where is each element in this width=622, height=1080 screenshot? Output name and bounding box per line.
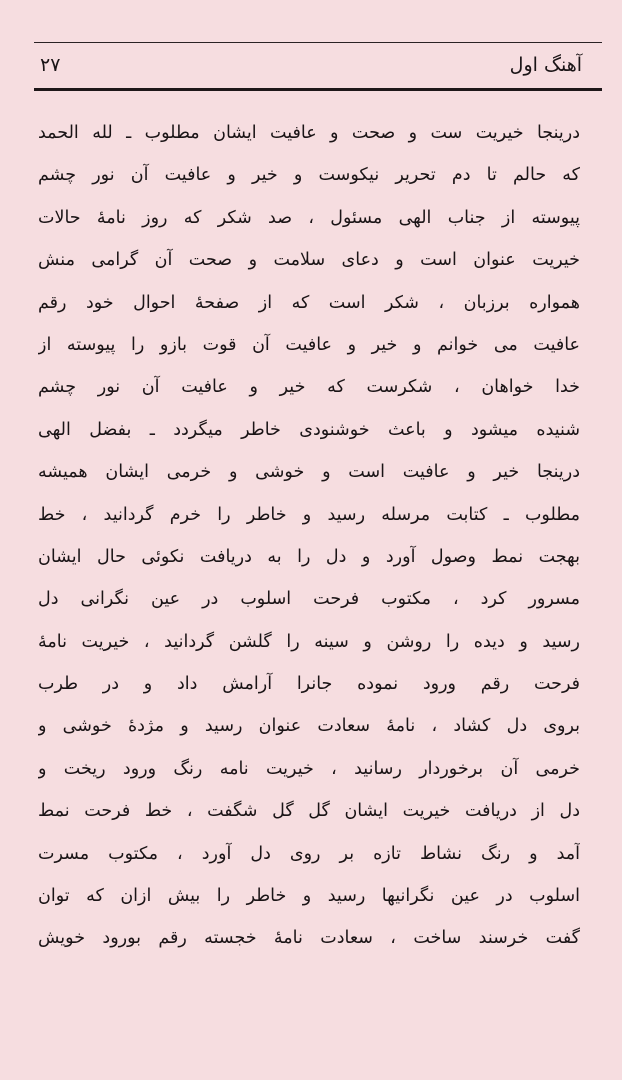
- text-line: مطلوب ـ کتابت مرسله رسید و خاطر را خرم گردانید ، خط: [38, 504, 580, 525]
- text-line: بروی دل کشاد ، نامهٔ سعادت عنوان رسید و مژدهٔ خوشی و: [38, 716, 580, 737]
- text-line: همواره برزبان ، شکر است که از صفحهٔ احوال خود رقم: [38, 292, 580, 313]
- text-line: خرمی آن برخوردار رسانید ، خیریت نامه رنگ ورود ریخت و: [38, 758, 580, 779]
- chapter-title: آهنگ اول: [509, 54, 582, 76]
- running-head: [40, 52, 582, 86]
- text-line: بهجت نمط وصول آورد و دل را به دریافت نکوئی حال ایشان: [38, 546, 580, 567]
- text-line: رسید و دیده را روشن و سینه را گلشن گردانید ، خیریت نامهٔ: [38, 631, 580, 652]
- top-rule: [34, 42, 602, 43]
- header-rule: [34, 88, 602, 91]
- text-line: عافیت می خوانم و خیر و عافیت آن قوت بازو را پیوسته از: [38, 334, 580, 355]
- text-line: درینجا خیر و عافیت است و خوشی و خرمی ایشان همیشه: [38, 462, 580, 483]
- text-line: خدا خواهان ، شکرست که خیر و عافیت آن نور چشم: [38, 377, 580, 398]
- text-line: خیریت عنوان است و دعای سلامت و صحت آن گرامی منش: [38, 250, 580, 271]
- text-line: که حالم تا دم تحریر نیکوست و خیر و عافیت آن نور چشم: [38, 165, 580, 186]
- text-line: اسلوب در عین نگرانیها رسید و خاطر را بیش ازان که توان: [38, 886, 580, 907]
- text-line: فرحت رقم ورود نموده جانرا آرامش داد و در طرب: [38, 674, 580, 695]
- text-line: درینجا خیریت ست و صحت و عافیت ایشان مطلوب ـ لله الحمد: [38, 123, 580, 143]
- text-line: مسرور کرد ، مکتوب فرحت اسلوب در عین نگرانی دل: [38, 589, 580, 610]
- text-line: آمد و رنگ نشاط تازه بر روی دل آورد ، مکتوب مسرت: [38, 843, 580, 864]
- page-number: ۲۷: [40, 54, 61, 76]
- text-line: گفت خرسند ساخت ، سعادت نامهٔ خجسته رقم بورود خویش: [38, 928, 580, 949]
- text-line: دل از دریافت خیریت ایشان گل گل شگفت ، خط فرحت نمط: [38, 801, 580, 822]
- text-line: شنیده میشود و باعث خوشنودی خاطر میگردد ـ بفضل الهی: [38, 419, 580, 440]
- body-text: [38, 112, 580, 960]
- text-line: پیوسته از جناب الهی مسئول ، صد شکر که روز نامهٔ حالات: [38, 207, 580, 228]
